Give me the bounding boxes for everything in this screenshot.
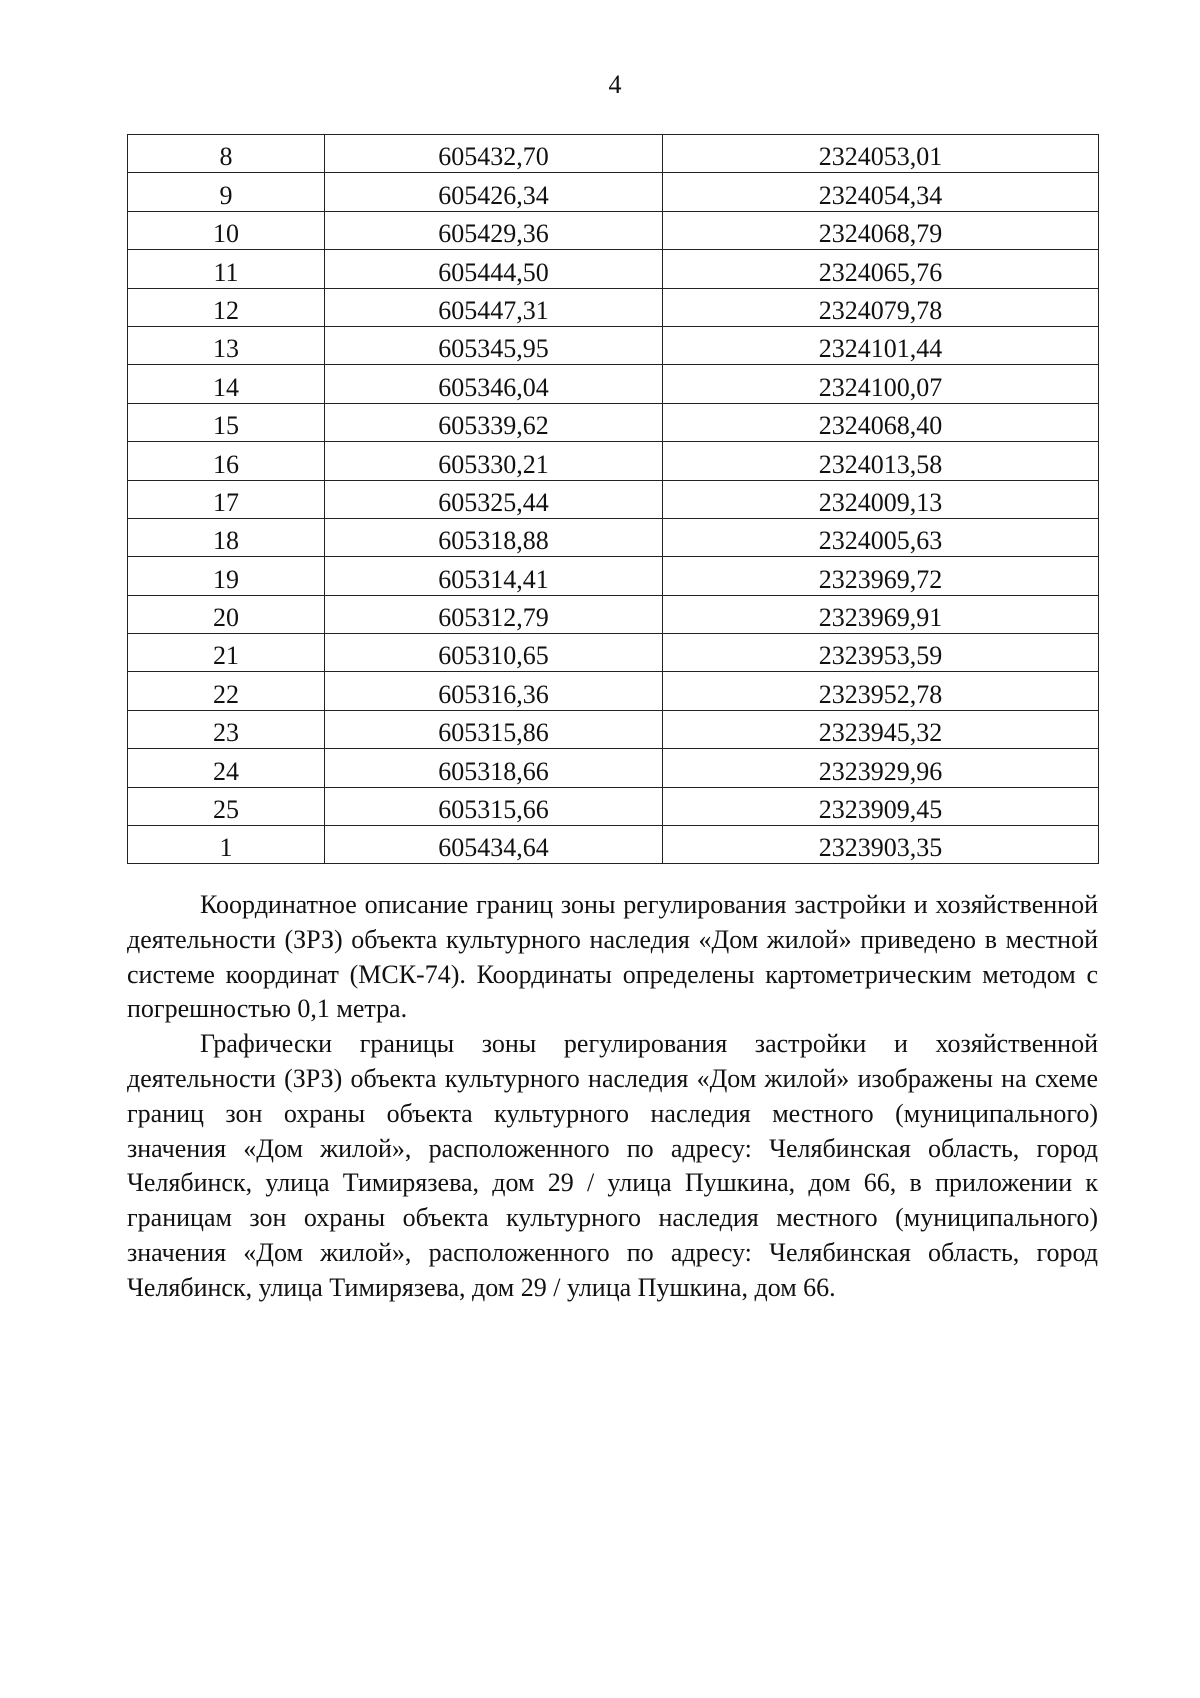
y-coordinate-cell: 2324101,44 bbox=[663, 326, 1099, 364]
point-number-cell: 15 bbox=[128, 403, 325, 441]
paragraph-coordinate-description: Координатное описание границ зоны регулирования застройки и хозяйственной деятельности (ЗРЗ) объекта культурного наследия «Дом жилой» приведено в местной системе координат (МСК-74). Координаты определены картометрическим методом с погрешностью 0,1 метра. bbox=[127, 890, 1098, 1024]
x-coordinate-cell: 605314,41 bbox=[325, 557, 663, 595]
table-row bbox=[128, 365, 1099, 403]
table-row bbox=[128, 710, 1099, 748]
y-coordinate-cell: 2324068,79 bbox=[663, 211, 1099, 249]
table-row bbox=[128, 826, 1099, 864]
point-number-cell: 21 bbox=[128, 634, 325, 672]
table-row bbox=[128, 250, 1099, 288]
point-number-cell: 24 bbox=[128, 749, 325, 787]
point-number-cell: 1 bbox=[128, 826, 325, 864]
point-number-cell: 14 bbox=[128, 365, 325, 403]
point-number-cell: 16 bbox=[128, 442, 325, 480]
x-coordinate-cell: 605345,95 bbox=[325, 326, 663, 364]
table-row bbox=[128, 595, 1099, 633]
y-coordinate-cell: 2323903,35 bbox=[663, 826, 1099, 864]
point-number-cell: 8 bbox=[128, 135, 325, 173]
point-number-cell: 9 bbox=[128, 173, 325, 211]
x-coordinate-cell: 605444,50 bbox=[325, 250, 663, 288]
table-row bbox=[128, 173, 1099, 211]
y-coordinate-cell: 2323969,91 bbox=[663, 595, 1099, 633]
y-coordinate-cell: 2324065,76 bbox=[663, 250, 1099, 288]
y-coordinate-cell: 2323953,59 bbox=[663, 634, 1099, 672]
y-coordinate-cell: 2324054,34 bbox=[663, 173, 1099, 211]
y-coordinate-cell: 2323945,32 bbox=[663, 710, 1099, 748]
table-row bbox=[128, 326, 1099, 364]
x-coordinate-cell: 605434,64 bbox=[325, 826, 663, 864]
y-coordinate-cell: 2324013,58 bbox=[663, 442, 1099, 480]
y-coordinate-cell: 2324068,40 bbox=[663, 403, 1099, 441]
table-row bbox=[128, 787, 1099, 825]
table-row bbox=[128, 135, 1099, 173]
x-coordinate-cell: 605330,21 bbox=[325, 442, 663, 480]
x-coordinate-cell: 605426,34 bbox=[325, 173, 663, 211]
table-row bbox=[128, 403, 1099, 441]
page-number: 4 bbox=[608, 70, 622, 99]
y-coordinate-cell: 2324009,13 bbox=[663, 480, 1099, 518]
point-number-cell: 19 bbox=[128, 557, 325, 595]
x-coordinate-cell: 605339,62 bbox=[325, 403, 663, 441]
point-number-cell: 23 bbox=[128, 710, 325, 748]
point-number-cell: 22 bbox=[128, 672, 325, 710]
table-row bbox=[128, 288, 1099, 326]
body-text bbox=[127, 888, 1098, 1306]
table-row bbox=[128, 442, 1099, 480]
x-coordinate-cell: 605325,44 bbox=[325, 480, 663, 518]
y-coordinate-cell: 2323969,72 bbox=[663, 557, 1099, 595]
point-number-cell: 17 bbox=[128, 480, 325, 518]
y-coordinate-cell: 2323909,45 bbox=[663, 787, 1099, 825]
table-row bbox=[128, 211, 1099, 249]
x-coordinate-cell: 605312,79 bbox=[325, 595, 663, 633]
x-coordinate-cell: 605447,31 bbox=[325, 288, 663, 326]
point-number-cell: 10 bbox=[128, 211, 325, 249]
table-row bbox=[128, 557, 1099, 595]
x-coordinate-cell: 605318,88 bbox=[325, 518, 663, 556]
point-number-cell: 18 bbox=[128, 518, 325, 556]
y-coordinate-cell: 2324100,07 bbox=[663, 365, 1099, 403]
point-number-cell: 12 bbox=[128, 288, 325, 326]
x-coordinate-cell: 605432,70 bbox=[325, 135, 663, 173]
table-row bbox=[128, 749, 1099, 787]
x-coordinate-cell: 605310,65 bbox=[325, 634, 663, 672]
point-number-cell: 20 bbox=[128, 595, 325, 633]
y-coordinate-cell: 2324053,01 bbox=[663, 135, 1099, 173]
x-coordinate-cell: 605429,36 bbox=[325, 211, 663, 249]
table-row bbox=[128, 672, 1099, 710]
y-coordinate-cell: 2324079,78 bbox=[663, 288, 1099, 326]
x-coordinate-cell: 605315,86 bbox=[325, 710, 663, 748]
y-coordinate-cell: 2324005,63 bbox=[663, 518, 1099, 556]
paragraph-graphic-boundaries: Графически границы зоны регулирования застройки и хозяйственной деятельности (ЗРЗ) объекта культурного наследия «Дом жилой» изображены на схеме границ зон охраны объекта культурного наследия местного (муниципального) значения «Дом жилой», расположенного по адресу: Челябинская область, город Челябинск, улица Тимирязева, дом 29 / улица Пушкина, дом 66, в приложении к границам зон охраны объекта культурного наследия местного (муниципального) значения «Дом жилой», расположенного по адресу: Челябинская область, город Челябинск, улица Тимирязева, дом 29 / улица Пушкина, дом 66. bbox=[127, 1029, 1098, 1302]
table-row bbox=[128, 518, 1099, 556]
x-coordinate-cell: 605346,04 bbox=[325, 365, 663, 403]
x-coordinate-cell: 605316,36 bbox=[325, 672, 663, 710]
coordinates-table bbox=[127, 134, 1099, 864]
x-coordinate-cell: 605315,66 bbox=[325, 787, 663, 825]
x-coordinate-cell: 605318,66 bbox=[325, 749, 663, 787]
y-coordinate-cell: 2323929,96 bbox=[663, 749, 1099, 787]
point-number-cell: 13 bbox=[128, 326, 325, 364]
point-number-cell: 25 bbox=[128, 787, 325, 825]
table-row bbox=[128, 634, 1099, 672]
point-number-cell: 11 bbox=[128, 250, 325, 288]
table-row bbox=[128, 480, 1099, 518]
y-coordinate-cell: 2323952,78 bbox=[663, 672, 1099, 710]
